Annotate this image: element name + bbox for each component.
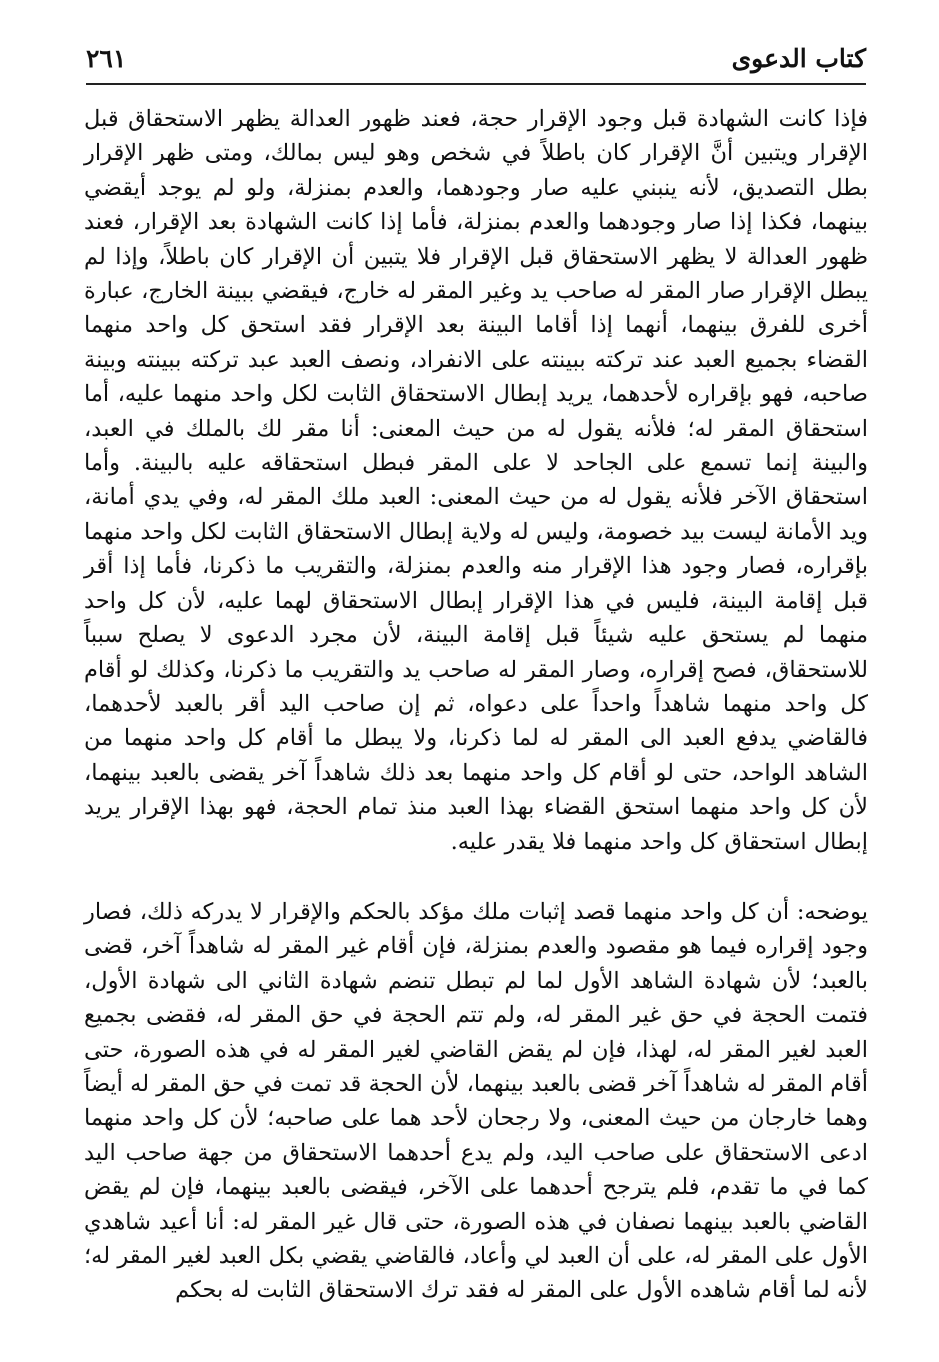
paragraph-2: يوضحه: أن كل واحد منهما قصد إثبات ملك مؤكد بالحكم والإقرار لا يدركه ذلك، فصار وجود إقراره فيما هو مقصود والعدم بمنزلة، فإن أقام غير المقر له شاهداً آخر، قضى بالعبد؛ لأن شهادة الشاهد الأول لما لم تبطل تنضم شهادة الثاني الى شهادة الأول، فتمت الحجة في حق غير المقر له، ولم تتم الحجة في حق المقر له، فقضى بجميع العبد لغير المقر له، لهذا، فإن لم يقض القاضي لغير المقر له في هذه الصورة، حتى أقام المقر له شاهداً آخر قضى بالعبد بينهما، لأن الحجة قد تمت في حق المقر له أيضاً وهما خارجان من حيث المعنى، ولا رجحان لأحد هما على صاحبه؛ لأن كل واحد منهما ادعى الاستحقاق على صاحب اليد، ولم يدع أحدهما الاستحقاق من جهة صاحب اليد كما في ما تقدم، فلم يترجح أحدهما على الآخر، فيقضى بالعبد بينهما، فإن لم يقض القاضي بالعبد بينهما نصفان في هذه الصورة، حتى قال غير المقر له: أنا أعيد شاهدي الأول على المقر له، على أن العبد لي وأعاد، فالقاضي يقضي بكل العبد لغير المقر له؛ لأنه لما أقام شاهده الأول على المقر له فقد ترك الاستحقاق الثابت له بحكم <box>84 898 868 1304</box>
page-header <box>86 38 866 84</box>
body-text <box>84 102 868 1308</box>
running-title: كتاب الدعوى <box>731 44 866 73</box>
header-divider <box>86 83 866 85</box>
paragraph-1: فإذا كانت الشهادة قبل وجود الإقرار حجة، فعند ظهور العدالة يظهر الاستحقاق قبل الإقرار ويتبين أنَّ الإقرار كان باطلاً في شخص وهو ليس بمالك، ومتى ظهر الإقرار بطل التصديق، لأنه ينبني عليه صار وجودهما، والعدم بمنزلة، ولو لم يوجد أيقضي بينهما، فكذا إذا صار وجودهما والعدم بمنزلة، فأما إذا كانت الشهادة بعد الإقرار، فعند ظهور العدالة لا يظهر الاستحقاق قبل الإقرار فلا يتبين أن الإقرار كان باطلاً، وإذا لم يبطل الإقرار صار المقر له صاحب يد وغير المقر له خارج، فيقضي ببينة الخارج، عبارة أخرى للفرق بينهما، أنهما إذا أقاما البينة بعد الإقرار فقد استحق كل واحد منهما القضاء بجميع العبد عند تركته ببينته على الانفراد، ونصف العبد عبد تركته ببينته وبينة صاحبه، فهو بإقراره لأحدهما، يريد إبطال الاستحقاق الثابت لكل واحد منهما عليه، أما استحقاق المقر له؛ فلأنه يقول له من حيث المعنى: أنا مقر لك بالملك في العبد، والبينة إنما تسمع على الجاحد لا على المقر فبطل استحقاقه عليه بالبينة. وأما استحقاق الآخر فلأنه يقول له من حيث المعنى: العبد ملك المقر له، وفي يدي أمانة، ويد الأمانة ليست بيد خصومة، وليس له ولاية إبطال الاستحقاق الثابت لكل واحد منهما بإقراره، فصار وجود هذا الإقرار منه والعدم بمنزلة، والتقريب ما ذكرنا، فأما إذا أقر قبل إقامة البينة، فليس في هذا الإقرار إبطال الاستحقاق لهما عليه، لأن كل واحد منهما لم يستحق عليه شيئاً قبل إقامة البينة، لأن مجرد الدعوى لا يصلح سبباً للاستحقاق، فصح إقراره، وصار المقر له صاحب يد والتقريب ما ذكرنا، وكذلك لو أقام كل واحد منهما شاهداً واحداً على دعواه، ثم إن صاحب اليد أقر بالعبد لأحدهما، فالقاضي يدفع العبد الى المقر له لما ذكرنا، ولا يبطل ما أقام كل واحد منهما من الشاهد الواحد، حتى لو أقام كل واحد منهما بعد ذلك شاهداً آخر يقضى بالعبد بينهما، لأن كل واحد منهما استحق القضاء بهذا العبد منذ تمام الحجة، فهو بهذا الإقرار يريد إبطال استحقاق كل واحد منهما فلا يقدر عليه. <box>84 106 869 855</box>
page-number: ٢٦١ <box>86 44 127 73</box>
